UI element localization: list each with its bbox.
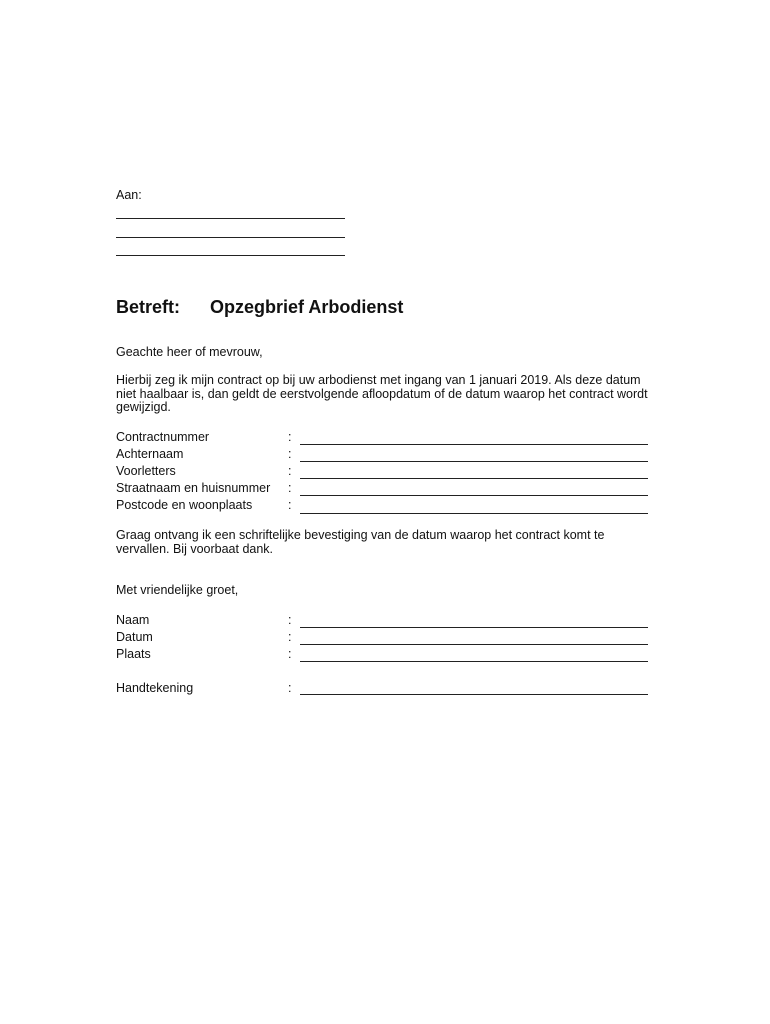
- field-line-datum[interactable]: [300, 644, 648, 645]
- field-label-datum: Datum: [116, 630, 153, 644]
- field-colon: :: [288, 498, 292, 512]
- closing: Met vriendelijke groet,: [116, 583, 239, 597]
- field-label-naam: Naam: [116, 613, 150, 627]
- field-line-naam[interactable]: [300, 627, 648, 628]
- field-label-contractnummer: Contractnummer: [116, 430, 210, 444]
- field-line-achternaam[interactable]: [300, 461, 648, 462]
- field-colon: :: [288, 647, 292, 661]
- field-line-plaats[interactable]: [300, 661, 648, 662]
- greeting: Geachte heer of mevrouw,: [116, 345, 263, 359]
- field-colon: :: [288, 481, 292, 495]
- field-colon: :: [288, 464, 292, 478]
- body-paragraph-1: Hierbij zeg ik mijn contract op bij uw arbodienst met ingang van 1 januari 2019. Als deze datum niet haalbaar is, dan geldt de eerstvolgende afloopdatum of de datum waarop het contract wordt gewijzigd.: [116, 373, 648, 414]
- field-colon: :: [288, 613, 292, 627]
- field-label-postcode: Postcode en woonplaats: [116, 498, 253, 512]
- body-paragraph-2: Graag ontvang ik een schriftelijke bevestiging van de datum waarop het contract komt te vervallen. Bij voorbaat dank.: [116, 528, 605, 556]
- recipient-line-1[interactable]: [116, 218, 345, 219]
- field-label-plaats: Plaats: [116, 647, 151, 661]
- field-line-postcode[interactable]: [300, 513, 648, 514]
- recipient-label: Aan:: [116, 188, 142, 202]
- recipient-line-3[interactable]: [116, 255, 345, 256]
- field-label-voorletters: Voorletters: [116, 464, 176, 478]
- field-label-achternaam: Achternaam: [116, 447, 184, 461]
- field-colon: :: [288, 681, 292, 695]
- field-colon: :: [288, 430, 292, 444]
- field-label-straatnaam: Straatnaam en huisnummer: [116, 481, 271, 495]
- field-line-handtekening[interactable]: [300, 694, 648, 695]
- field-line-contractnummer[interactable]: [300, 444, 648, 445]
- field-colon: :: [288, 447, 292, 461]
- field-colon: :: [288, 630, 292, 644]
- field-line-straatnaam[interactable]: [300, 495, 648, 496]
- field-line-voorletters[interactable]: [300, 478, 648, 479]
- subject-label: Betreft:: [116, 297, 181, 317]
- subject-title: Opzegbrief Arbodienst: [210, 297, 404, 317]
- field-label-handtekening: Handtekening: [116, 681, 194, 695]
- recipient-line-2[interactable]: [116, 237, 345, 238]
